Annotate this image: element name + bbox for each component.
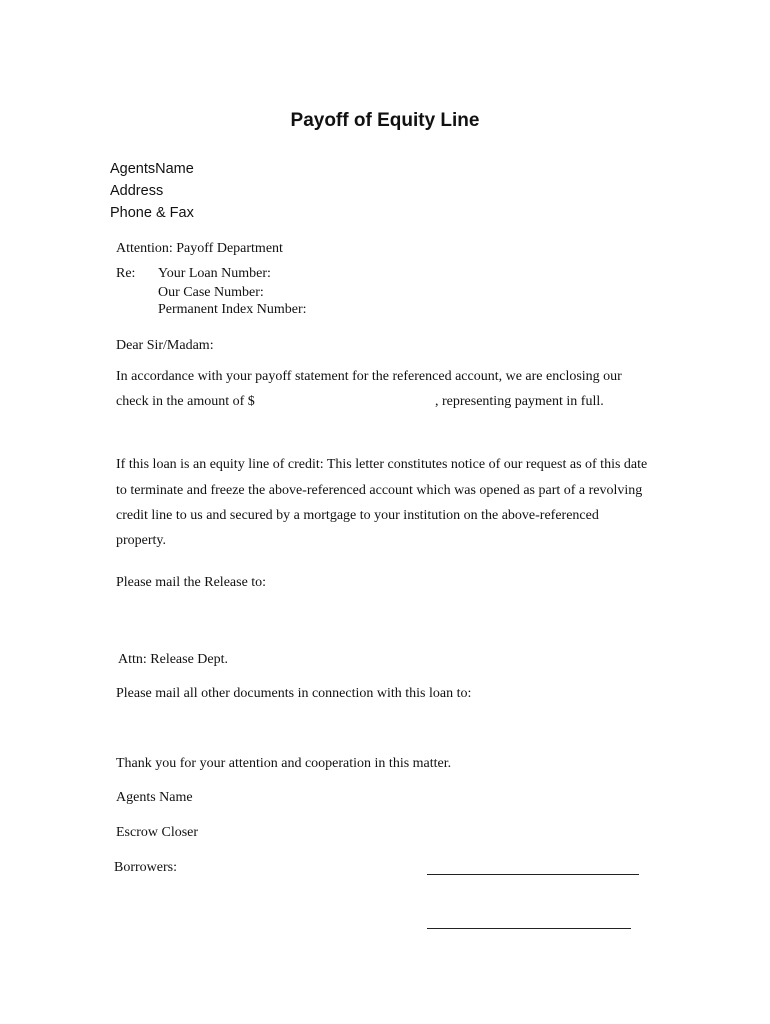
mail-other-line: Please mail all other documents in connection with this loan to: (116, 686, 472, 701)
closing-agent-name: Agents Name (116, 790, 193, 805)
thanks-line: Thank you for your attention and cooperation in this matter. (116, 756, 452, 771)
para2-line2: to terminate and freeze the above-referenced account which was opened as part of a revolving (116, 483, 643, 498)
re-label: Re: (116, 266, 136, 281)
sender-phone-fax: Phone & Fax (110, 205, 194, 221)
para2-line1: If this loan is an equity line of credit: This letter constitutes notice of our request as of this date (116, 457, 648, 472)
document-title: Payoff of Equity Line (290, 110, 480, 131)
closing-title: Escrow Closer (116, 825, 199, 840)
re-loan-number: Your Loan Number: (158, 266, 271, 281)
sender-address: Address (110, 183, 164, 199)
para2-line3: credit line to us and secured by a mortgage to your institution on the above-referenced (116, 508, 599, 523)
attention-line: Attention: Payoff Department (116, 241, 283, 256)
mail-release-line: Please mail the Release to: (116, 575, 267, 590)
para1-line1: In accordance with your payoff statement for the referenced account, we are enclosing our (116, 369, 622, 384)
borrower-signature-line-1 (427, 874, 639, 875)
sender-name: AgentsName (110, 161, 194, 177)
para2-line4: property. (116, 533, 167, 548)
re-case-number: Our Case Number: (158, 285, 264, 300)
salutation: Dear Sir/Madam: (116, 338, 214, 353)
attn-release-line: Attn: Release Dept. (118, 652, 229, 667)
re-index-number: Permanent Index Number: (158, 302, 307, 317)
para1-line2-start: check in the amount of $ (116, 394, 255, 409)
para1-line2-end: , representing payment in full. (435, 394, 604, 409)
borrower-signature-line-2 (427, 928, 631, 929)
borrowers-label: Borrowers: (114, 860, 177, 875)
